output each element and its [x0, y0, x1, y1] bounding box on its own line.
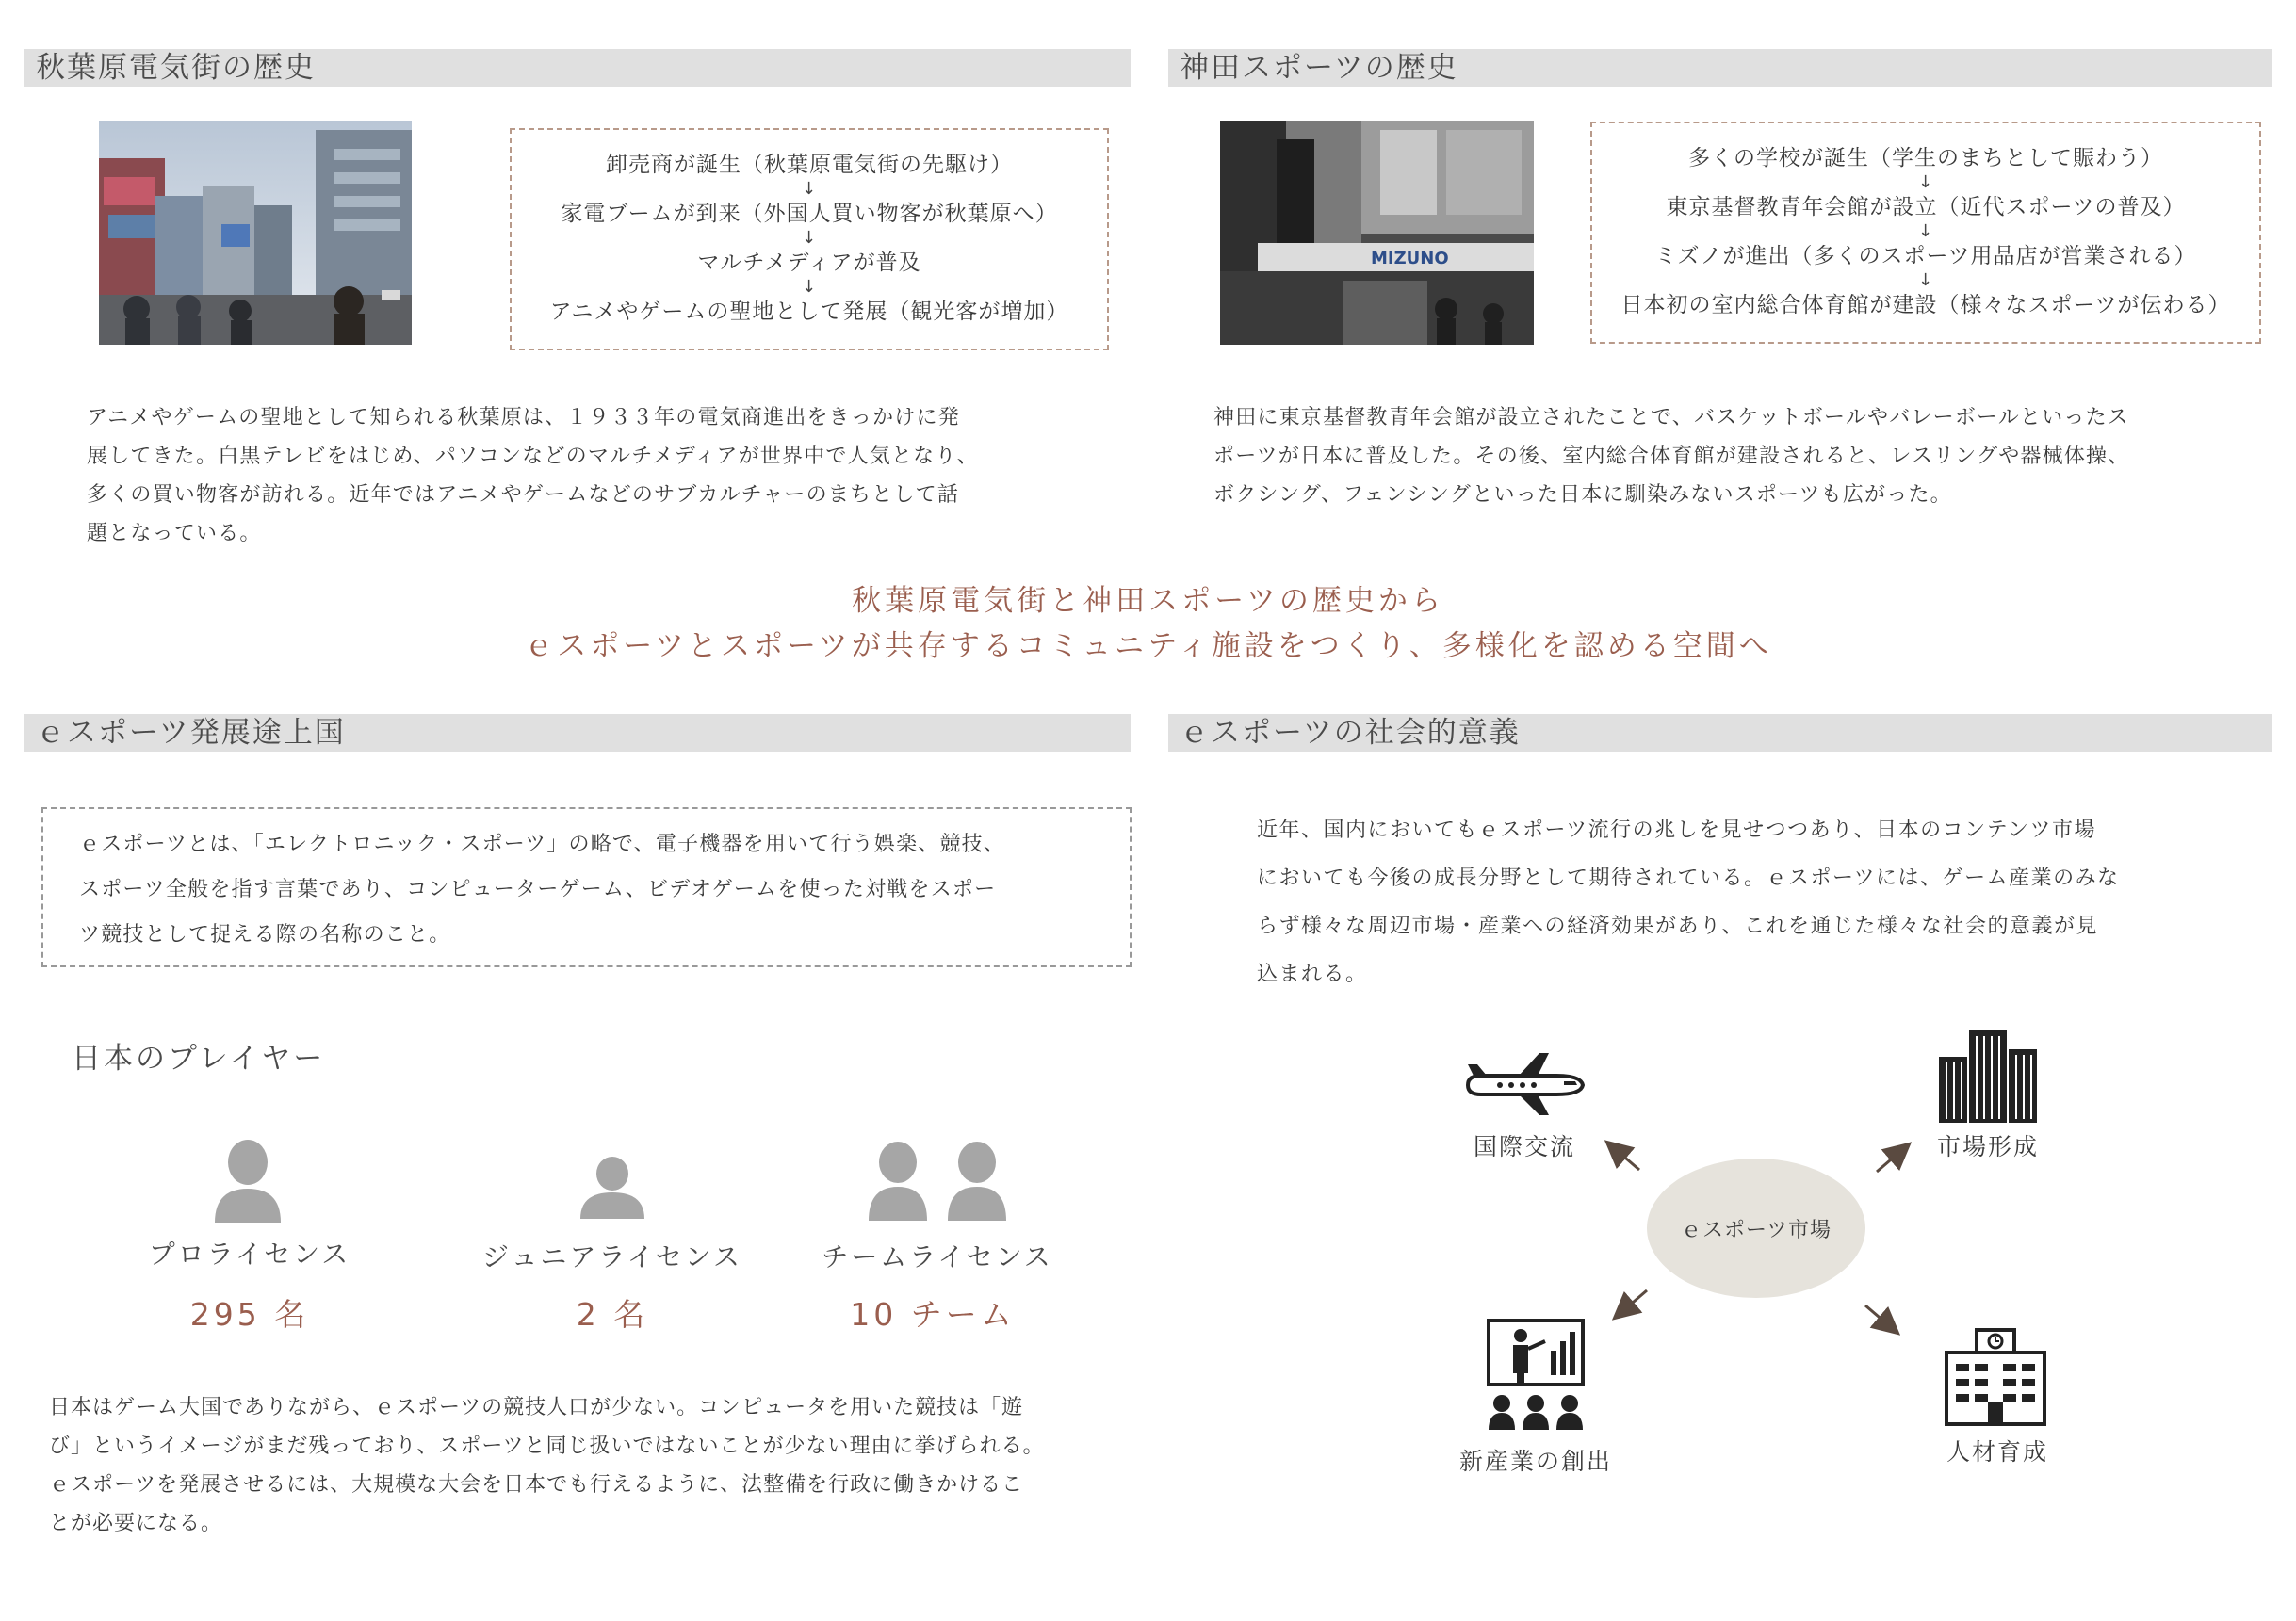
esports-definition-box: ｅスポーツとは、「エレクトロニック・スポーツ」の略で、電子機器を用いて行う娯楽、競技、 スポーツ全般を指す言葉であり、コンピューターゲーム、ビデオゲームを使った対戦をスポー ツ競技として捉える際の名称のこと。 [41, 807, 1132, 967]
pro-license-count: 295 名 [189, 1296, 310, 1333]
international-exchange-label: 国際交流 [1473, 1133, 1575, 1160]
presentation-icon [1485, 1317, 1587, 1432]
airplane-icon [1462, 1047, 1587, 1117]
significance-paragraph: 近年、国内においてもｅスポーツ流行の兆しを見せつつあり、日本のコンテンツ市場 においても今後の成長分野として期待されている。ｅスポーツには、ゲーム産業のみな らず様々な周辺市場・産業への経済効果があり、これを通じた様々な社会的意義が見 込まれる。 [1257, 819, 2120, 986]
akihabara-paragraph: アニメやゲームの聖地として知られる秋葉原は、１９３３年の電気商進出をきっかけに発 展してきた。白黒テレビをはじめ、パソコンなどのマルチメディアが世界中で人気となり、 多くの買い物客が訪れる。近年ではアニメやゲームなどのサブカルチャーのまちとして話 題となっている。 [87, 406, 979, 545]
tagline-line-1: 秋葉原電気街と神田スポーツの歴史から [852, 584, 1444, 618]
junior-license-label: ジュニアライセンス [482, 1241, 742, 1272]
human-resources-label: 人材育成 [1946, 1438, 2048, 1466]
developing-section-title: ｅスポーツ発展途上国 [24, 714, 1131, 752]
flow-step: アニメやゲームの聖地として発展（観光客が増加） [549, 300, 1069, 324]
diagram-arrows [1583, 1121, 1922, 1347]
school-icon [1943, 1326, 2048, 1426]
person-icon [215, 1140, 281, 1223]
akihabara-history-flow [510, 128, 1109, 350]
down-arrow-icon: ↓ [1917, 172, 1934, 192]
flow-step: ミズノが進出（多くのスポーツ用品店が営業される） [1654, 244, 2197, 268]
person-icon-small [580, 1157, 644, 1219]
team-license-count: 10 チーム [850, 1296, 1016, 1333]
flow-step: マルチメディアが普及 [697, 251, 921, 275]
flow-step: 多くの学校が誕生（学生のまちとして賑わう） [1688, 146, 2163, 170]
players-title: 日本のプレイヤー [72, 1042, 326, 1076]
akihabara-street-photo [99, 121, 412, 345]
new-industry-label: 新産業の創出 [1458, 1448, 1612, 1475]
svg-text:MIZUNO: MIZUNO [1371, 249, 1449, 268]
kanda-mizuno-photo [1220, 121, 1534, 345]
down-arrow-icon: ↓ [801, 179, 818, 199]
kanda-history-flow [1590, 122, 2261, 344]
flow-step: 卸売商が誕生（秋葉原電気街の先駆け） [606, 153, 1013, 177]
pro-license-label: プロライセンス [148, 1239, 351, 1270]
market-formation-label: 市場形成 [1936, 1133, 2039, 1160]
junior-license-count: 2 名 [576, 1296, 649, 1333]
tagline-line-2: ｅスポーツとスポーツが共存するコミュニティ施設をつくり、多様化を認める空間へ [524, 629, 1772, 663]
team-license-label: チームライセンス [822, 1241, 1053, 1272]
down-arrow-icon: ↓ [1917, 221, 1934, 241]
flow-step: 日本初の室内総合体育館が建設（様々なスポーツが伝わる） [1620, 293, 2231, 317]
esports-market-center: ｅスポーツ市場 [1647, 1159, 1865, 1298]
developing-paragraph: 日本はゲーム大国でありながら、ｅスポーツの競技人口が少ない。コンピュータを用いた競技は「遊 び」というイメージがまだ残っており、スポーツと同じ扱いではないことが少ない理由に挙げられる。 ｅスポーツを発展させるには、大規模な大会を日本でも行えるように、法整備を行政に働きかけるこ とが必要になる。 [49, 1396, 1045, 1535]
down-arrow-icon: ↓ [801, 228, 818, 248]
team-icon [869, 1142, 1006, 1221]
flow-step: 家電ブームが到来（外国人買い物客が秋葉原へ） [561, 202, 1058, 226]
kanda-section-title: 神田スポーツの歴史 [1168, 49, 2272, 87]
kanda-paragraph: 神田に東京基督教青年会館が設立されたことで、バスケットボールやバレーボールといったス ポーツが日本に普及した。その後、室内総合体育館が建設されると、レスリングや器械体操、 ボクシング、フェンシングといった日本に馴染みないスポーツも広がった。 [1213, 406, 2130, 507]
flow-step: 東京基督教青年会館が設立（近代スポーツの普及） [1666, 195, 2186, 219]
significance-section-title: ｅスポーツの社会的意義 [1168, 714, 2272, 752]
down-arrow-icon: ↓ [1917, 270, 1934, 290]
buildings-icon [1935, 1029, 2041, 1123]
akihabara-section-title: 秋葉原電気街の歴史 [24, 49, 1131, 87]
down-arrow-icon: ↓ [801, 277, 818, 297]
